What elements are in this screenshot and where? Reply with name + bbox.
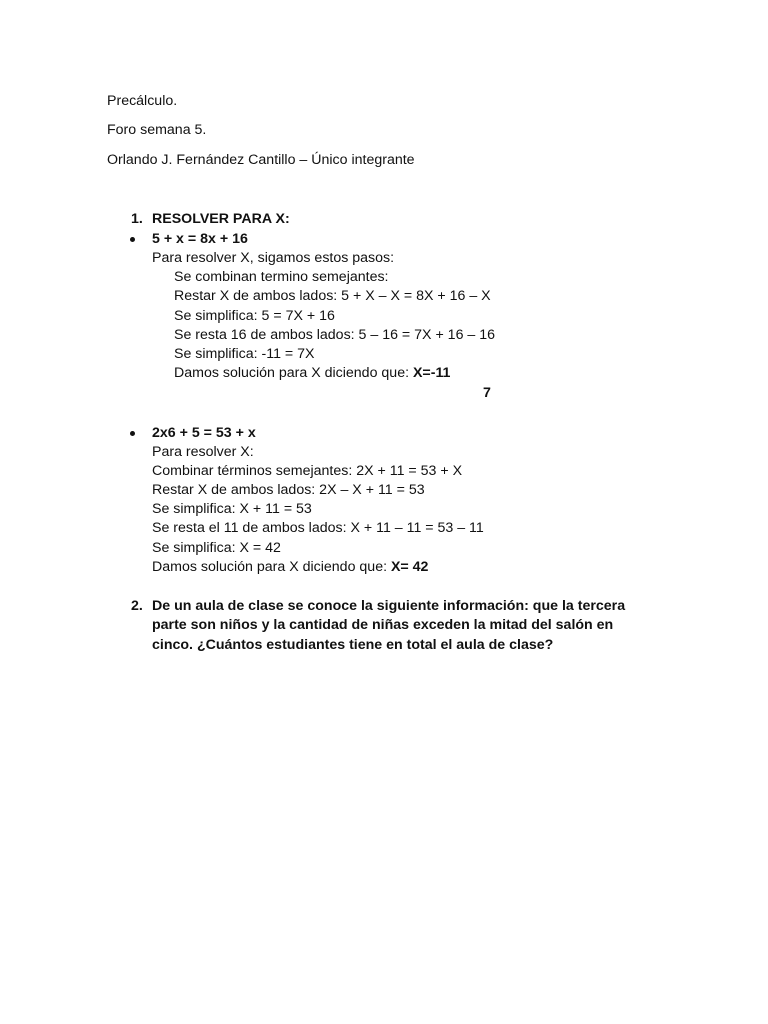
problem-a-step: Restar X de ambos lados: 5 + X – X = 8X + 16 – X bbox=[174, 288, 491, 304]
problem-a-solution bbox=[174, 364, 450, 383]
solution-denominator: 7 bbox=[483, 385, 491, 401]
solution-prefix: Damos solución para X diciendo que: bbox=[152, 559, 391, 575]
problem-b-equation: 2x6 + 5 = 53 + x bbox=[152, 425, 256, 441]
problem-a-step: Se simplifica: 5 = 7X + 16 bbox=[174, 308, 335, 324]
solution-value: X=-11 bbox=[412, 365, 451, 381]
problem-b-step: Combinar términos semejantes: 2X + 11 = 53 + X bbox=[152, 463, 463, 479]
problem-a-step: Se combinan termino semejantes: bbox=[174, 269, 389, 285]
section2-text-line: parte son niños y la cantidad de niñas exceden la mitad del salón en bbox=[152, 617, 614, 633]
problem-b-step: Para resolver X: bbox=[152, 444, 254, 460]
section1-number: 1. bbox=[131, 211, 143, 227]
problem-b-step: Se resta el 11 de ambos lados: X + 11 – 11 = 53 – 11 bbox=[152, 520, 484, 536]
problem-b-step: Se simplifica: X = 42 bbox=[152, 540, 281, 556]
problem-b-step: Se simplifica: X + 11 = 53 bbox=[152, 501, 312, 517]
course-title: Precálculo. bbox=[107, 93, 178, 109]
author-line: Orlando J. Fernández Cantillo – Único integrante bbox=[107, 152, 415, 168]
section1-title: RESOLVER PARA X: bbox=[152, 211, 290, 227]
problem-a-step: Se resta 16 de ambos lados: 5 – 16 = 7X + 16 – 16 bbox=[174, 327, 496, 343]
bullet-icon bbox=[130, 431, 135, 436]
section2-text-line: cinco. ¿Cuántos estudiantes tiene en total el aula de clase? bbox=[152, 637, 554, 653]
problem-a-equation: 5 + x = 8x + 16 bbox=[152, 231, 248, 247]
solution-prefix: Damos solución para X diciendo que: bbox=[174, 365, 413, 381]
problem-a-step: Se simplifica: -11 = 7X bbox=[174, 346, 315, 362]
problem-b-step: Restar X de ambos lados: 2X – X + 11 = 53 bbox=[152, 482, 425, 498]
section2-text-line: De un aula de clase se conoce la siguiente información: que la tercera bbox=[152, 598, 626, 614]
solution-value: X= 42 bbox=[390, 559, 429, 575]
bullet-icon bbox=[130, 237, 135, 242]
problem-b-solution bbox=[152, 558, 428, 577]
forum-title: Foro semana 5. bbox=[107, 122, 207, 138]
problem-a-step: Para resolver X, sigamos estos pasos: bbox=[152, 250, 395, 266]
section2-number: 2. bbox=[131, 598, 143, 614]
